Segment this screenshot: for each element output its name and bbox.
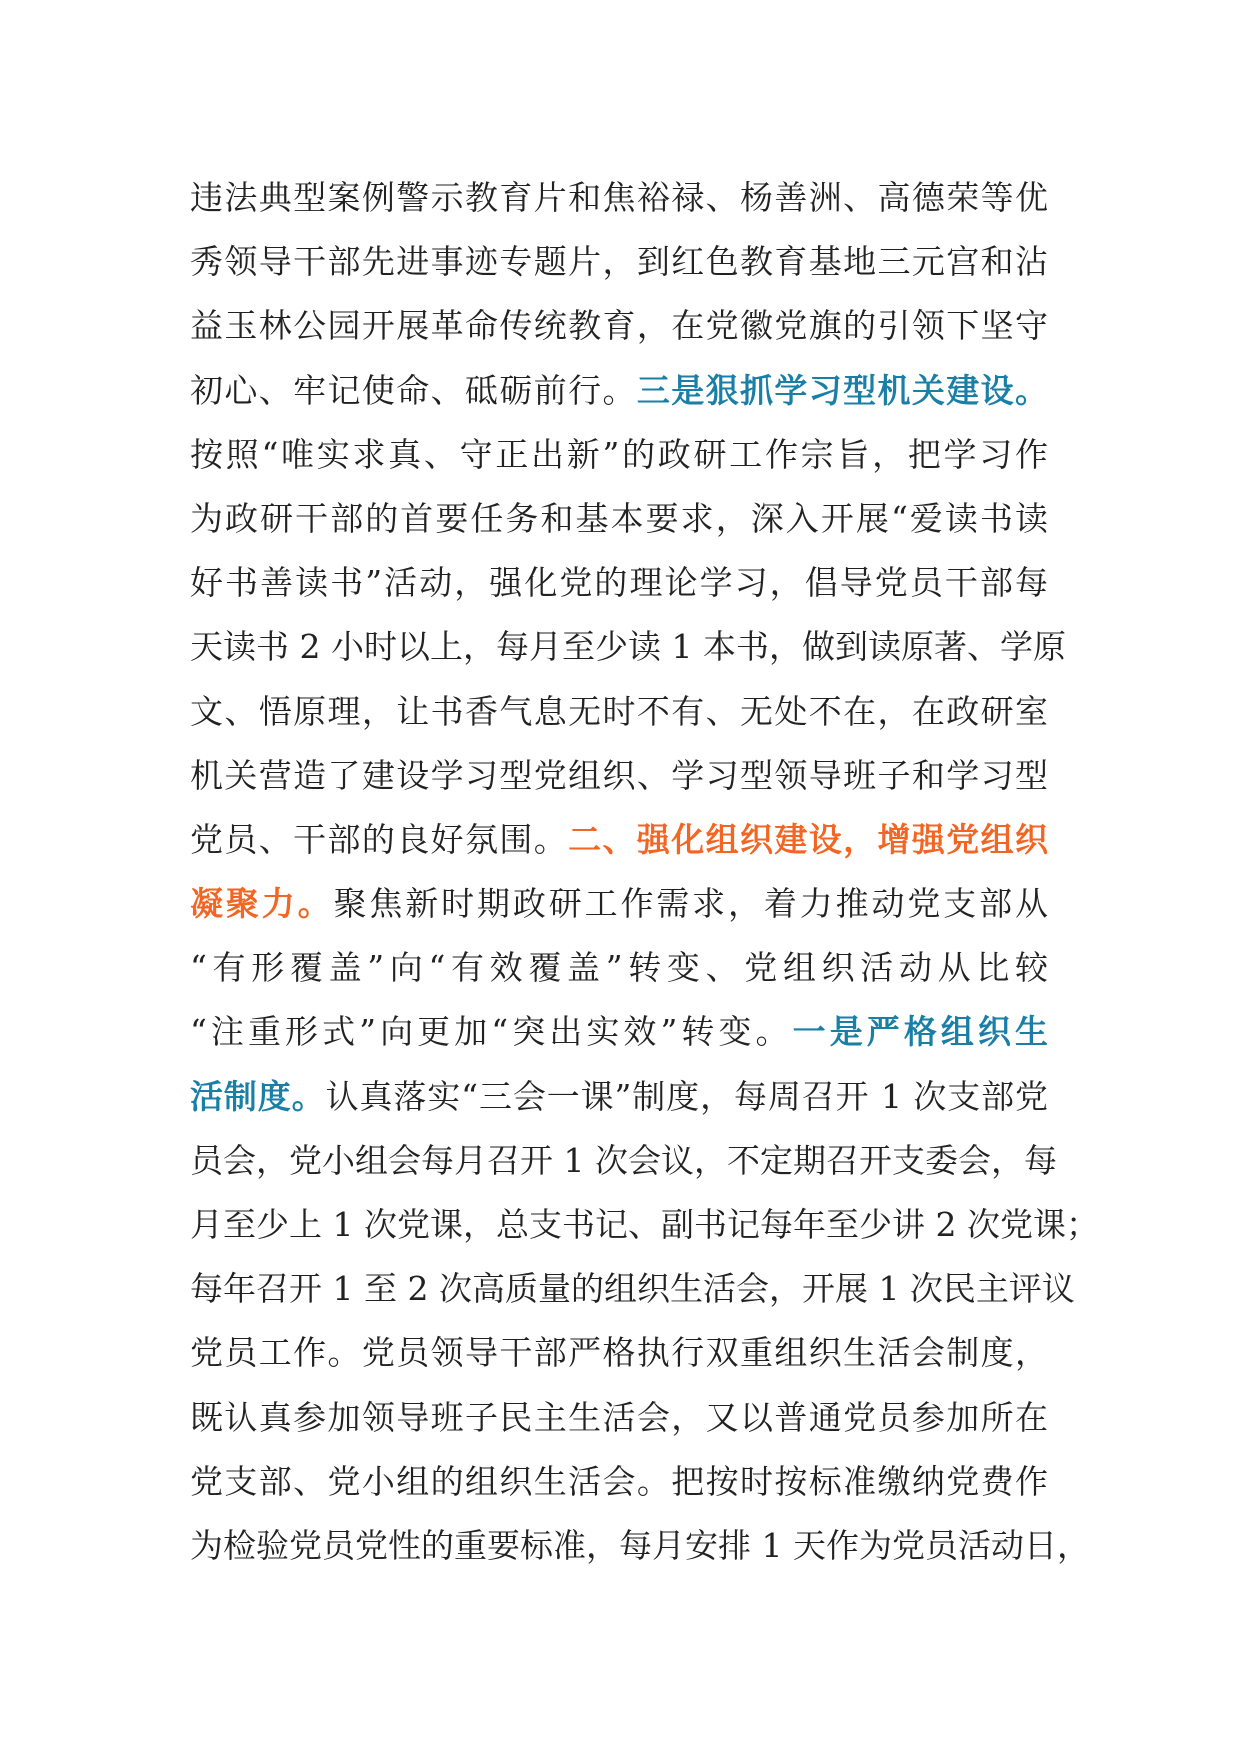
text-segment: 好书善读书”活动，强化党的理论学习，倡导党员干部每 — [190, 563, 1048, 603]
text-line — [190, 487, 1048, 551]
body-text — [190, 166, 1099, 1578]
text-line — [190, 1450, 1048, 1514]
text-line — [190, 1321, 1048, 1385]
text-line — [190, 1386, 1048, 1450]
text-segment: “有形覆盖”向“有效覆盖”转变、党组织活动从比较 — [190, 948, 1048, 988]
text-segment: 秀领导干部先进事迹专题片，到红色教育基地三元宫和沾 — [190, 242, 1048, 282]
text-line — [190, 1000, 1048, 1064]
text-segment: 月至少上 1 次党课，总支书记、副书记每年至少讲 2 次党课； — [190, 1205, 1099, 1244]
text-segment: 违法典型案例警示教育片和焦裕禄、杨善洲、高德荣等优 — [190, 178, 1048, 217]
text-segment: 机关营造了建设学习型党组织、学习型领导班子和学习型 — [190, 755, 1048, 795]
text-line — [190, 1065, 1048, 1129]
text-segment: 益玉林公园开展革命传统教育，在党徽党旗的引领下坚守 — [190, 306, 1048, 346]
text-line — [190, 744, 1048, 808]
text-line — [190, 294, 1048, 358]
text-line — [190, 1257, 1075, 1321]
text-line — [190, 423, 1048, 487]
text-segment: 文、悟原理，让书香气息无时不有、无处不在，在政研室 — [190, 691, 1048, 731]
text-segment: 初心、牢记使命、砥砺前行。 — [190, 370, 637, 410]
text-segment: “注重形式”向更加“突出实效”转变。 — [190, 1012, 793, 1052]
text-line — [190, 872, 1048, 936]
text-segment: 聚焦新时期政研工作需求，着力推动党支部从 — [333, 884, 1049, 924]
text-segment: 员会，党小组会每月召开 1 次会议，不定期召开支委会，每 — [190, 1140, 1057, 1180]
section-heading-highlight: 二、强化组织建设，增强党组织 — [568, 819, 1048, 859]
text-line — [190, 166, 1048, 230]
text-segment: 既认真参加领导班子民主生活会，又以普通党员参加所在 — [190, 1397, 1048, 1437]
text-line — [190, 1129, 1057, 1193]
text-line — [190, 808, 1048, 872]
subheading-highlight: 一是严格组织生 — [792, 1012, 1049, 1052]
text-line — [190, 680, 1048, 744]
text-line — [190, 551, 1048, 615]
text-segment: 为政研干部的首要任务和基本要求，深入开展“爱读书读 — [190, 498, 1048, 538]
text-segment: 党支部、党小组的组织生活会。把按时按标准缴纳党费作 — [190, 1461, 1048, 1501]
text-line — [190, 359, 1048, 423]
text-segment: 党员、干部的良好氛围。 — [190, 819, 569, 859]
text-line — [190, 936, 1048, 1000]
subheading-highlight: 活制度。 — [190, 1076, 326, 1116]
text-line — [190, 1193, 1099, 1257]
text-segment: 每年召开 1 至 2 次高质量的组织生活会，开展 1 次民主评议 — [190, 1269, 1075, 1309]
section-heading-highlight: 凝聚力。 — [190, 884, 334, 924]
text-segment: 党员工作。党员领导干部严格执行双重组织生活会制度， — [190, 1333, 1048, 1373]
text-line — [190, 615, 1066, 679]
text-segment: 按照“唯实求真、守正出新”的政研工作宗旨，把学习作 — [190, 434, 1048, 474]
text-segment: 认真落实“三会一课”制度，每周召开 1 次支部党 — [325, 1076, 1049, 1116]
text-line — [190, 230, 1048, 294]
text-segment: 为检验党员党性的重要标准，每月安排 1 天作为党员活动日， — [190, 1525, 1090, 1565]
subheading-highlight: 三是狠抓学习型机关建设。 — [636, 370, 1048, 410]
text-segment: 天读书 2 小时以上，每月至少读 1 本书，做到读原著、学原 — [190, 627, 1066, 667]
text-line — [190, 1514, 1090, 1578]
